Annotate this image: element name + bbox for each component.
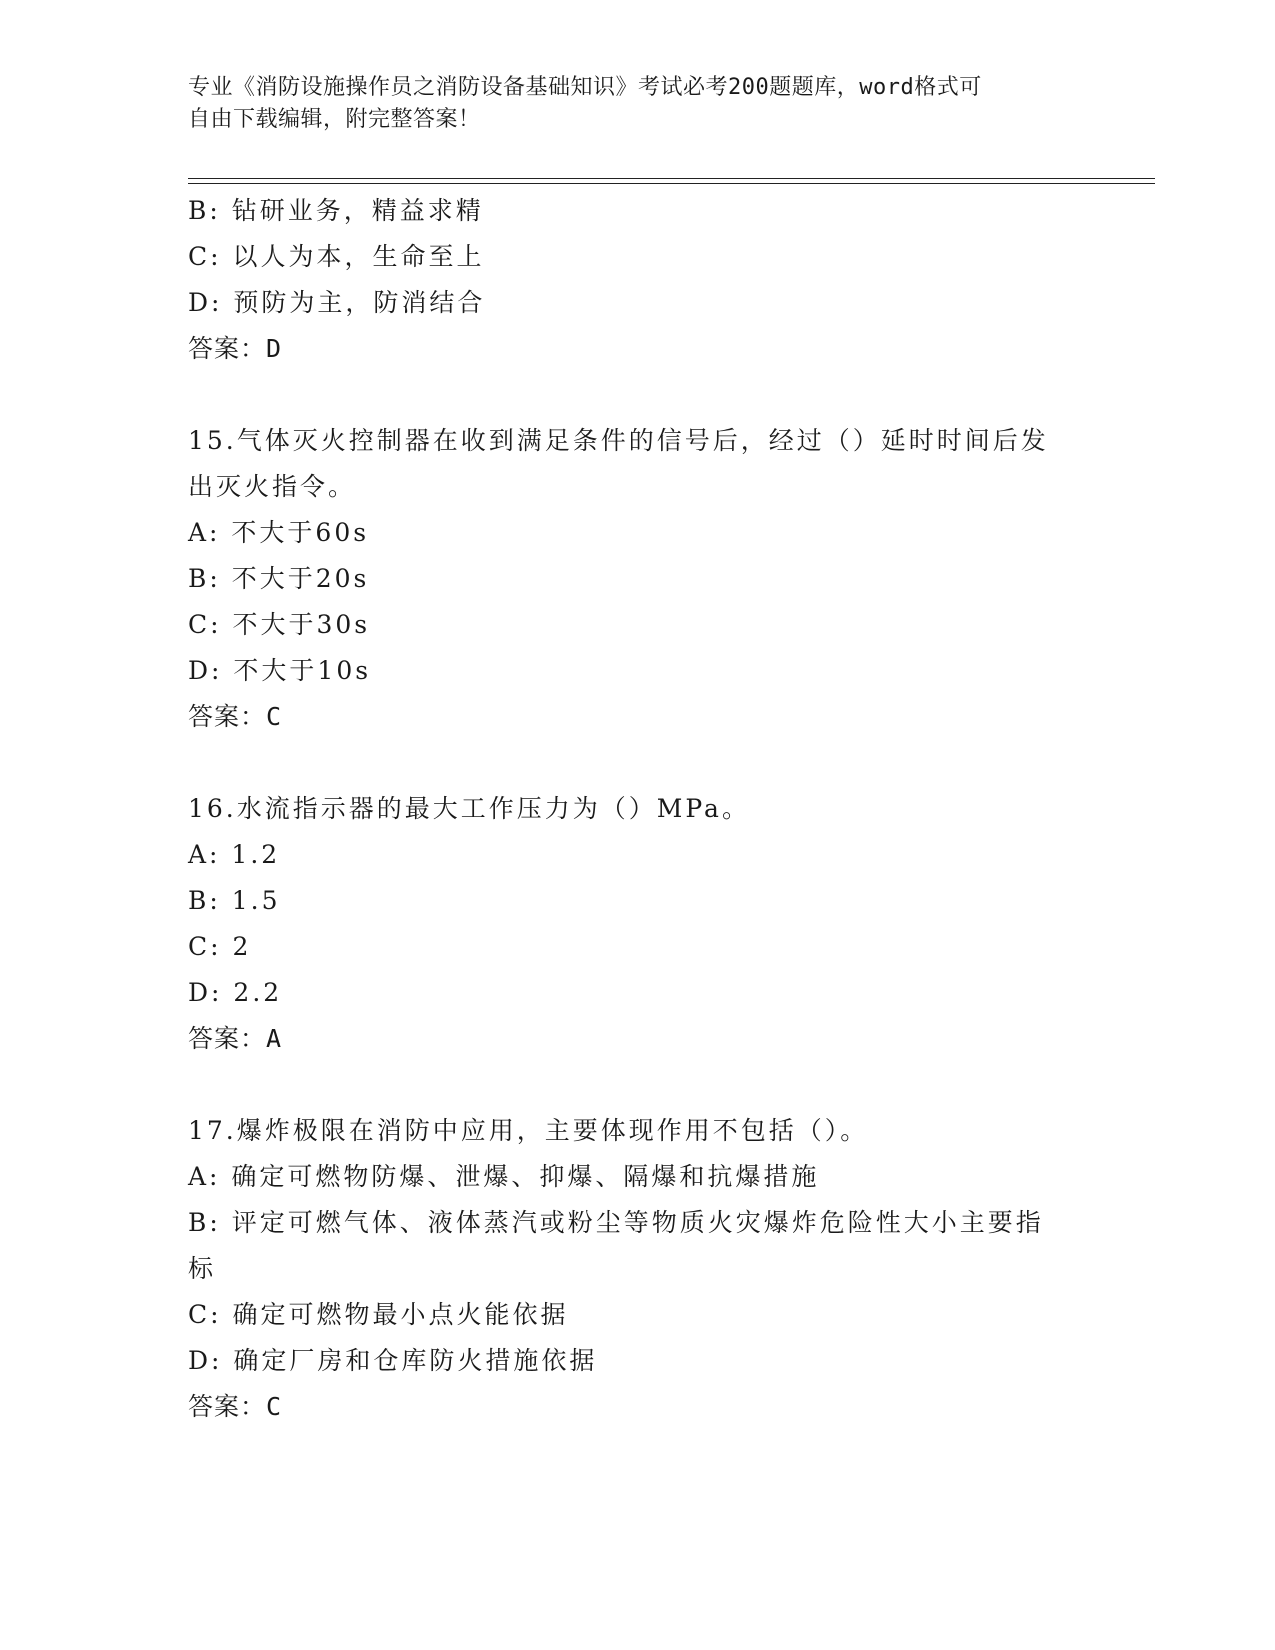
header-divider-top [188,178,1155,179]
option-d: D: 预防为主，防消结合 [188,288,486,317]
option-a: A: 1.2 [188,840,281,869]
question-stem: 16.水流指示器的最大工作压力为（）MPa。 [188,794,750,823]
option-a: A: 确定可燃物防爆、泄爆、抑爆、隔爆和抗爆措施 [188,1162,820,1191]
option-d: D: 不大于10s [188,656,372,685]
option-b-continued: 标 [188,1254,217,1283]
option-b: B: 钻研业务，精益求精 [188,196,484,225]
question-stem-continued: 出灭火指令。 [188,472,357,501]
question-stem: 15.气体灭火控制器在收到满足条件的信号后，经过（）延时时间后发 [188,426,1049,455]
question-block-14 [188,188,1088,372]
option-d: D: 2.2 [188,978,283,1007]
header-divider-bottom [188,183,1155,184]
question-block-17 [188,1108,1088,1430]
header-line-1: 专业《消防设施操作员之消防设备基础知识》考试必考200题题库，word格式可 [188,75,982,100]
spacer [188,372,1088,418]
option-b: B: 不大于20s [188,564,370,593]
answer-line: 答案：C [188,702,283,731]
question-block-16 [188,786,1088,1062]
answer-line: 答案：A [188,1024,283,1053]
question-content [188,188,1088,1430]
option-c: C: 以人为本，生命至上 [188,242,485,271]
option-c: C: 2 [188,932,252,961]
option-b: B: 评定可燃气体、液体蒸汽或粉尘等物质火灾爆炸危险性大小主要指 [188,1208,1044,1237]
spacer [188,1062,1088,1108]
spacer [188,740,1088,786]
answer-line: 答案：C [188,1392,283,1421]
option-b: B: 1.5 [188,886,281,915]
question-stem: 17.爆炸极限在消防中应用，主要体现作用不包括（）。 [188,1116,869,1145]
option-a: A: 不大于60s [188,518,370,547]
answer-line: 答案：D [188,334,283,363]
option-d: D: 确定厂房和仓库防火措施依据 [188,1346,598,1375]
document-header [188,72,1068,136]
option-c: C: 不大于30s [188,610,371,639]
option-c: C: 确定可燃物最小点火能依据 [188,1300,569,1329]
header-line-2: 自由下载编辑，附完整答案！ [188,107,481,132]
question-block-15 [188,418,1088,740]
